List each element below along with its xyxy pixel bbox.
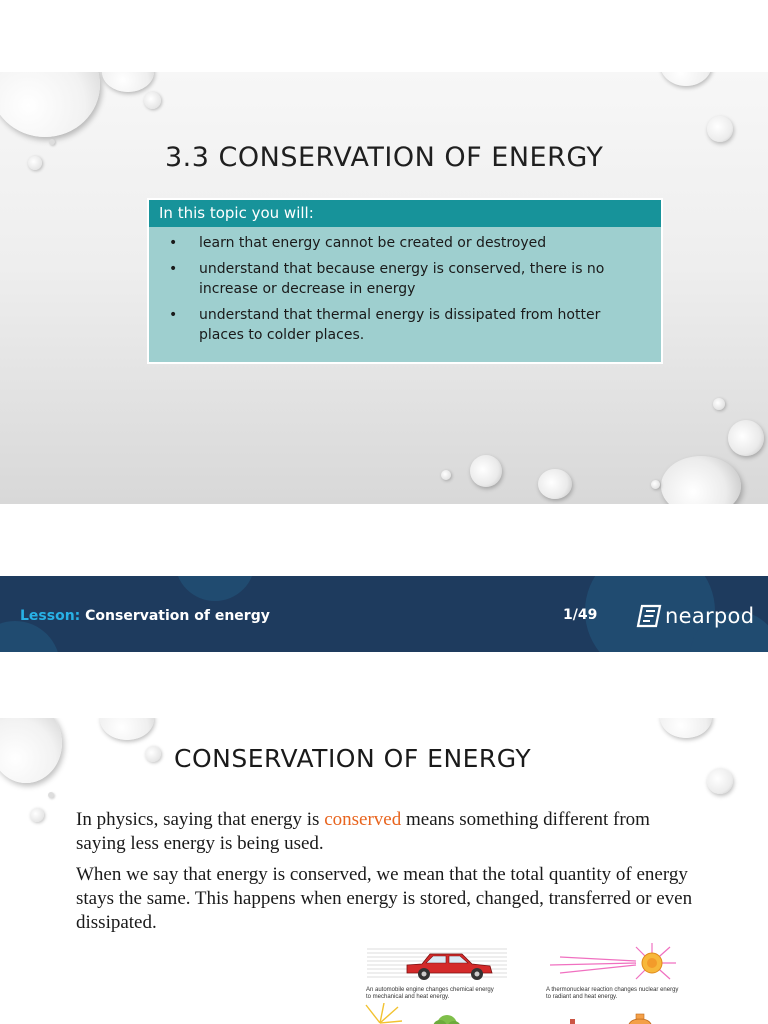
textbook-excerpt bbox=[62, 798, 712, 948]
water-drop-decoration bbox=[145, 746, 161, 762]
water-drop-decoration bbox=[0, 718, 62, 783]
water-drop-decoration bbox=[28, 156, 42, 170]
car-energy-figure bbox=[362, 943, 512, 1024]
list-item bbox=[149, 259, 661, 299]
water-drop-decoration bbox=[661, 456, 741, 504]
nearpod-logo bbox=[636, 603, 754, 629]
learning-objectives-box bbox=[147, 198, 663, 364]
water-drop-decoration bbox=[660, 718, 712, 738]
paragraph: In physics, saying that energy is conserved means something different from saying less energy is being used. bbox=[76, 809, 650, 854]
water-drop-decoration bbox=[102, 72, 154, 92]
highlighted-term: conserved bbox=[324, 809, 402, 830]
slide-2 bbox=[0, 718, 768, 1024]
water-drop-decoration bbox=[660, 72, 712, 86]
learning-objectives-header: In this topic you will: bbox=[149, 200, 661, 227]
water-drop-decoration bbox=[144, 92, 161, 109]
water-drop-decoration bbox=[713, 398, 725, 410]
learning-objectives-list bbox=[149, 227, 661, 345]
list-item-text: understand that thermal energy is dissipated from hotter places to colder places. bbox=[199, 307, 601, 343]
water-drop-decoration bbox=[48, 792, 54, 798]
bullet-icon: • bbox=[169, 235, 178, 251]
water-drop-decoration bbox=[707, 768, 733, 794]
slide-title: 3.3 CONSERVATION OF ENERGY bbox=[165, 142, 604, 173]
bullet-icon: • bbox=[169, 261, 178, 277]
list-item bbox=[149, 305, 661, 345]
slide-title: CONSERVATION OF ENERGY bbox=[174, 744, 532, 773]
decorative-circle bbox=[175, 576, 255, 601]
water-drop-decoration bbox=[728, 420, 764, 456]
thermonuclear-energy-figure bbox=[540, 943, 690, 1024]
paragraph: When we say that energy is conserved, we mean that the total quantity of energy stays the same. This happens when energy is stored, changed, transferred or even dissipated. bbox=[76, 864, 693, 933]
lamp-icon bbox=[540, 1003, 690, 1024]
nearpod-logo-text: nearpod bbox=[665, 604, 755, 628]
lesson-name: Conservation of energy bbox=[85, 608, 270, 624]
water-drop-decoration bbox=[651, 480, 660, 489]
decorative-circle bbox=[0, 621, 60, 652]
water-drop-decoration bbox=[100, 718, 154, 740]
figure-caption: A thermonuclear reaction changes nuclear energy to radiant and heat energy. bbox=[546, 987, 679, 1000]
water-drop-decoration bbox=[538, 469, 572, 499]
nearpod-logo-icon bbox=[636, 604, 662, 628]
list-item bbox=[149, 233, 661, 253]
list-item-text: learn that energy cannot be created or destroyed bbox=[199, 235, 547, 251]
lesson-navbar bbox=[0, 576, 768, 652]
page-indicator: 1/49 bbox=[563, 607, 598, 623]
water-drop-decoration bbox=[707, 116, 733, 142]
sun-icon bbox=[362, 1003, 512, 1024]
lesson-title bbox=[20, 608, 270, 624]
water-drop-decoration bbox=[470, 455, 502, 487]
water-drop-decoration bbox=[30, 808, 44, 822]
star-icon bbox=[540, 943, 690, 985]
lesson-label: Lesson: bbox=[20, 608, 81, 624]
water-drop-decoration bbox=[0, 72, 100, 137]
slide-1 bbox=[0, 72, 768, 504]
figure-caption: An automobile engine changes chemical energy to mechanical and heat energy. bbox=[366, 987, 494, 1000]
water-drop-decoration bbox=[441, 470, 451, 480]
car-icon bbox=[362, 943, 512, 985]
bullet-icon: • bbox=[169, 307, 178, 323]
list-item-text: understand that because energy is conserved, there is no increase or decrease in energy bbox=[199, 261, 605, 297]
water-drop-decoration bbox=[49, 139, 55, 145]
